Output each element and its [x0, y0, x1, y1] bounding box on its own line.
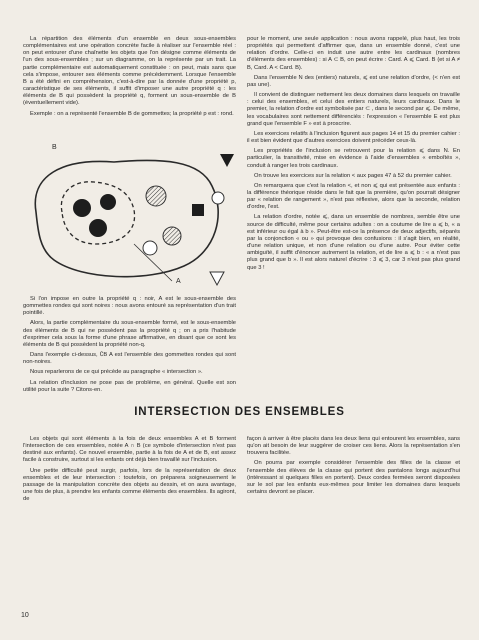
- set-diagram: [22, 140, 237, 292]
- black-square-sticker: [192, 204, 204, 216]
- set-b-outline: [35, 160, 218, 276]
- paragraph: Alors, la partie complémentaire du sous-ensemble formé, est le sous-ensemble des éléments de B qui ne possèdent pas la propriété q ; on a pris l'habitude d'exprimer cela sous la forme d'une phrase affirmative, en disant que ce sont les éléments de B qui possèdent la propriété non-q.: [23, 320, 236, 348]
- paragraph: Une petite difficulté peut surgir, parfois, lors de la représentation de deux ensembles et de leur intersection : toutefois, on préparera soigneusement le passage de la manipulation concrète des objets au dessin, et on aura avantage, une fois de plus, à prendre les enfants comme éléments des ensembles. Ils agiront, de: [23, 467, 236, 503]
- paragraph: La relation d'inclusion ne pose pas de problème, en général. Quelle est son utilité pour la suite ? Citons-en.: [23, 379, 236, 393]
- page-number: 10: [21, 612, 29, 619]
- paragraph: On remarquera que c'est la relation <, et non ⩽ qui est présentée aux enfants : la différence théorique réside dans le fait que la première, qu'on pourrait désigner par « relation de rangement », n'est pas réflexive, alors que la seconde, relation d'ordre, l'est.: [247, 182, 460, 211]
- paragraph: Dans l'ensemble N des (entiers) naturels, ⩽ est une relation d'ordre, (< n'en est pas une).: [247, 74, 460, 88]
- white-round-sticker: [212, 192, 224, 204]
- paragraph: Nous reparlerons de ce qui précède au paragraphe « intersection ».: [30, 369, 203, 376]
- set-diagram-figure: [22, 140, 237, 292]
- black-round-sticker: [100, 194, 116, 210]
- right-column-bottom: [247, 436, 460, 499]
- paragraph: Dans l'exemple ci-dessus, ∁B A est l'ensemble des gommettes rondes qui sont non-noires.: [23, 352, 236, 366]
- left-column-middle: [23, 296, 236, 397]
- paragraph: La relation d'ordre, notée ⩽, dans un ensemble de nombres, semble être une source de difficulté, même pour certains adultes : on a coutume de lire a ⩽ b, « a est inférieur ou égal à b ». Peut-être est-ce la présence de deux adjectifs, séparés par la conjonction « ou » qui provoque des confusions : il s'agit bien, en réalité, d'une relation unique, et non d'une relation ou d'une autre. Pour éviter cette ambiguïté, il suffit d'énoncer autrement la relation, et de lire a ⩽ b : « a n'est pas plus grand que b ». Il est alors naturel d'écrire : 3 ⩽ 3, car 3 n'est pas plus grand que 3 !: [247, 214, 460, 271]
- left-column-bottom: [23, 436, 236, 506]
- left-column-top: [23, 36, 236, 121]
- paragraph: Les exercices relatifs à l'inclusion figurent aux pages 14 et 15 du premier cahier : il est bien évident que d'autres exercices doivent précéder ceux-là.: [247, 130, 460, 145]
- black-triangle-sticker: [220, 154, 234, 167]
- paragraph: Exemple : on a représenté l'ensemble B de gommettes; la propriété p est : rond.: [30, 110, 234, 117]
- black-round-sticker: [89, 219, 107, 237]
- paragraph: La répartition des éléments d'un ensemble en deux sous-ensembles complémentaires est une opération concrète facile à réaliser sur l'ensemble réel : on peut entourer d'une chaînette les objets que l'on désigne comme éléments de l'un des sous-ensembles ; sur un diagramme, on la représente par un trait. La partie complémentaire est automatiquement constituée : on peut, mais sans que cela s'impose, entourer ses éléments comme précédemment. Lorsque l'ensemble B a été défini en compréhension, c'est-à-dire par la donnée d'une propriété p, caractéristique de ses éléments, il suffit d'imposer une autre propriété q : les éléments de B qui possèdent la propriété q, forment un sous-ensemble de B (éventuellement vide).: [23, 36, 236, 107]
- paragraph: Si l'on impose en outre la propriété q : noir, A est le sous-ensemble des gommettes rondes qui sont noires : nous avons entouré sa représentation d'un trait pointillé.: [23, 296, 236, 317]
- section-heading: INTERSECTION DES ENSEMBLES: [134, 406, 345, 418]
- white-triangle-sticker: [210, 272, 224, 285]
- white-round-sticker: [143, 241, 157, 255]
- black-round-sticker: [73, 199, 91, 217]
- hatched-round-sticker: [163, 227, 181, 245]
- paragraph: Il convient de distinguer nettement les deux domaines dans lesquels on travaille : celui des ensembles, et celui des entiers naturels, leurs cardinaux. Dans le premier, la relation d'ordre est symbolisée par ⊂ , dans le second par ⩽. De même, les vocabulaires sont nettement différenciés : l'expression « l'ensemble E est plus grand que l'ensemble F » est à proscrire.: [247, 92, 460, 127]
- paragraph: On pourra par exemple considérer l'ensemble des filles de la classe et l'ensemble des élèves de la classe qui portent des pantalons longs aujourd'hui (intéressant si quelques filles en portent). Deux cordes fermées seront disposées sur le sol par les enfants eux-mêmes pour limiter les domaines dans lesquels certains devront se placer.: [247, 460, 460, 496]
- paragraph: Les objets qui sont éléments à la fois de deux ensembles A et B forment l'intersection de ces ensembles, notée A ∩ B (ce symbole d'intersection n'est pas destiné aux enfants). Ce nouvel ensemble, partie à la fois de A et de B, est assez facile à construire, surtout si les enfants ont déjà bien travaillé sur l'inclusion.: [23, 436, 236, 464]
- paragraph: façon à arriver à être placés dans les deux liens qui entourent les ensembles, sans qu'on ait besoin de leur suggérer de croiser ces liens. Alors la représentation s'en trouvera facilitée.: [247, 436, 460, 457]
- paragraph: On trouve les exercices sur la relation < aux pages 47 à 52 du premier cahier.: [254, 172, 452, 179]
- right-column-top: [247, 36, 460, 275]
- hatched-round-sticker: [146, 186, 166, 206]
- paragraph: pour le moment, une seule application : nous avons rappelé, plus haut, les trois propriétés qui permettent d'affirmer que, dans un ensemble donné, c'est une relation d'ordre. Celle-ci en induit une autre entre les cardinaux (nombres d'éléments des ensembles) : si A ⊂ B, on peut écrire : Card. A ⩽ Card. B (et si A ≠ B, Card. A < Card. B).: [247, 36, 460, 71]
- set-a-label: A: [176, 278, 181, 285]
- set-b-label: B: [52, 144, 57, 151]
- paragraph: Les propriétés de l'inclusion se retrouvent pour la relation ⩽ dans N. En particulier, la transitivité, mise en évidence à l'aide d'ensembles « emboîtés », conduit à ranger les trois cardinaux.: [247, 148, 460, 169]
